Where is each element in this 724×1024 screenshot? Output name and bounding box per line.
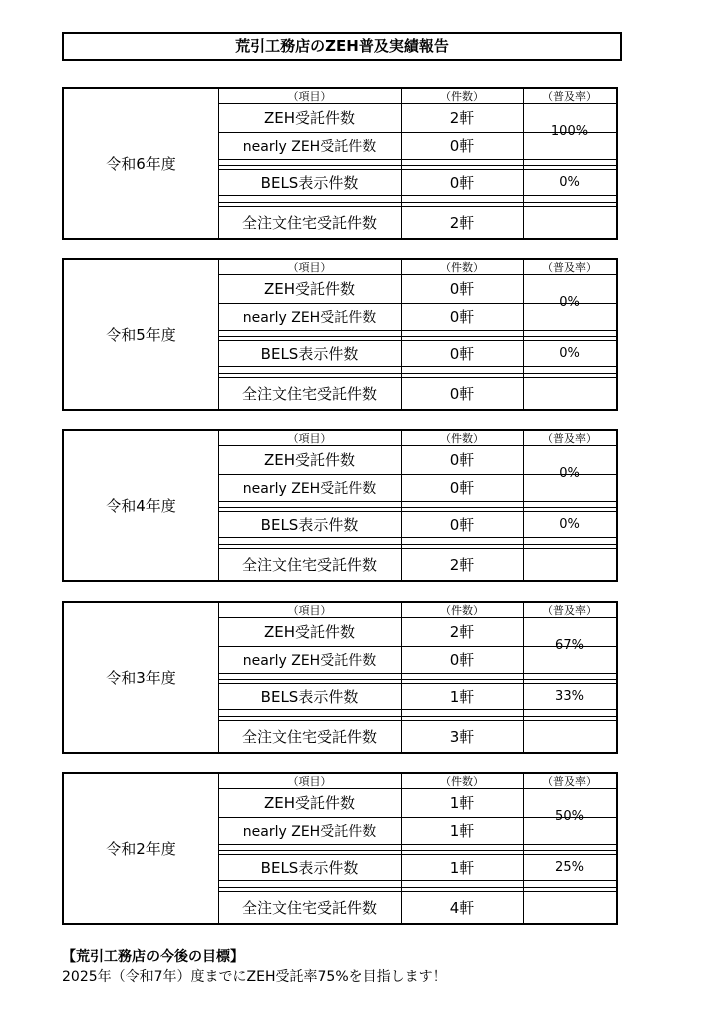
count-zeh: 2軒 — [449, 623, 475, 641]
bels-rate: 25% — [555, 859, 584, 875]
header-item: （項目） — [287, 432, 332, 445]
item-label-zeh: ZEH受託件数 — [263, 623, 356, 641]
count-nearly: 0軒 — [449, 137, 475, 155]
count-zeh: 2軒 — [449, 109, 475, 127]
count-nearly: 0軒 — [449, 651, 475, 669]
row-divider — [218, 709, 616, 710]
row-divider — [218, 544, 616, 545]
header-count: （件数） — [440, 261, 484, 274]
header-rate: （普及率） — [542, 432, 597, 445]
zeh-rate: 100% — [550, 123, 589, 139]
row-divider — [218, 850, 616, 851]
item-label-nearly: nearly ZEH受託件数 — [242, 823, 377, 840]
header-item: （項目） — [287, 90, 332, 103]
zeh-rate: 50% — [555, 808, 584, 824]
item-label-bels: BELS表示件数 — [260, 687, 359, 706]
count-total: 0軒 — [449, 384, 475, 403]
row-divider — [218, 195, 616, 196]
count-bels: 0軒 — [449, 515, 475, 534]
row-divider — [218, 507, 616, 508]
year-table — [62, 772, 618, 925]
count-total: 2軒 — [449, 213, 475, 232]
header-rate: （普及率） — [542, 261, 597, 274]
count-zeh: 1軒 — [449, 794, 475, 812]
item-label-bels: BELS表示件数 — [260, 515, 359, 534]
goal-text: 2025年（令和7年）度までにZEH受託率75%を目指します！ — [62, 969, 447, 985]
item-label-nearly: nearly ZEH受託件数 — [242, 309, 377, 326]
zeh-rate: 0% — [559, 294, 580, 310]
item-label-zeh: ZEH受託件数 — [263, 451, 356, 469]
year-label: 令和2年度 — [64, 774, 219, 923]
row-divider — [218, 373, 616, 374]
bels-rate: 33% — [555, 688, 584, 704]
row-divider — [218, 202, 616, 203]
row-divider — [218, 366, 616, 367]
goal-heading: 【荒引工務店の今後の目標】 — [62, 949, 244, 965]
year-table — [62, 601, 618, 754]
item-label-total: 全注文住宅受託件数 — [241, 727, 377, 746]
item-label-total: 全注文住宅受託件数 — [241, 555, 377, 574]
count-bels: 0軒 — [449, 344, 475, 363]
row-divider — [218, 679, 616, 680]
year-label: 令和4年度 — [64, 431, 219, 580]
row-divider — [218, 501, 616, 502]
count-zeh: 0軒 — [449, 280, 475, 298]
row-divider — [218, 887, 616, 888]
row-divider — [218, 336, 616, 337]
year-table — [62, 429, 618, 582]
count-nearly: 0軒 — [449, 308, 475, 326]
row-divider — [218, 165, 616, 166]
row-divider — [218, 537, 616, 538]
header-count: （件数） — [440, 604, 484, 617]
count-bels: 0軒 — [449, 173, 475, 192]
count-nearly: 1軒 — [449, 822, 475, 840]
header-item: （項目） — [287, 775, 332, 788]
zeh-rate: 67% — [555, 637, 584, 653]
header-rate: （普及率） — [542, 90, 597, 103]
item-label-zeh: ZEH受託件数 — [263, 109, 356, 127]
item-label-nearly: nearly ZEH受託件数 — [242, 138, 377, 155]
row-divider — [218, 159, 616, 160]
item-label-zeh: ZEH受託件数 — [263, 280, 356, 298]
item-label-bels: BELS表示件数 — [260, 344, 359, 363]
item-label-zeh: ZEH受託件数 — [263, 794, 356, 812]
row-divider — [218, 844, 616, 845]
count-total: 4軒 — [449, 898, 475, 917]
header-rate: （普及率） — [542, 775, 597, 788]
header-item: （項目） — [287, 261, 332, 274]
header-rate: （普及率） — [542, 604, 597, 617]
bels-rate: 0% — [559, 345, 580, 361]
item-label-nearly: nearly ZEH受託件数 — [242, 652, 377, 669]
item-label-bels: BELS表示件数 — [260, 173, 359, 192]
item-label-total: 全注文住宅受託件数 — [241, 213, 377, 232]
year-table — [62, 87, 618, 240]
count-zeh: 0軒 — [449, 451, 475, 469]
item-label-total: 全注文住宅受託件数 — [241, 898, 377, 917]
year-table — [62, 258, 618, 411]
page-title: 荒引工務店のZEH普及実績報告 — [62, 32, 622, 61]
row-divider — [218, 330, 616, 331]
header-item: （項目） — [287, 604, 332, 617]
year-label: 令和5年度 — [64, 260, 219, 409]
bels-rate: 0% — [559, 516, 580, 532]
year-label: 令和3年度 — [64, 603, 219, 752]
header-count: （件数） — [440, 775, 484, 788]
item-label-bels: BELS表示件数 — [260, 858, 359, 877]
year-label: 令和6年度 — [64, 89, 219, 238]
count-nearly: 0軒 — [449, 479, 475, 497]
row-divider — [218, 880, 616, 881]
row-divider — [218, 716, 616, 717]
header-count: （件数） — [440, 90, 484, 103]
count-bels: 1軒 — [449, 687, 475, 706]
bels-rate: 0% — [559, 174, 580, 190]
count-total: 2軒 — [449, 555, 475, 574]
item-label-nearly: nearly ZEH受託件数 — [242, 480, 377, 497]
row-divider — [218, 673, 616, 674]
count-bels: 1軒 — [449, 858, 475, 877]
item-label-total: 全注文住宅受託件数 — [241, 384, 377, 403]
zeh-rate: 0% — [559, 465, 580, 481]
header-count: （件数） — [440, 432, 484, 445]
count-total: 3軒 — [449, 727, 475, 746]
